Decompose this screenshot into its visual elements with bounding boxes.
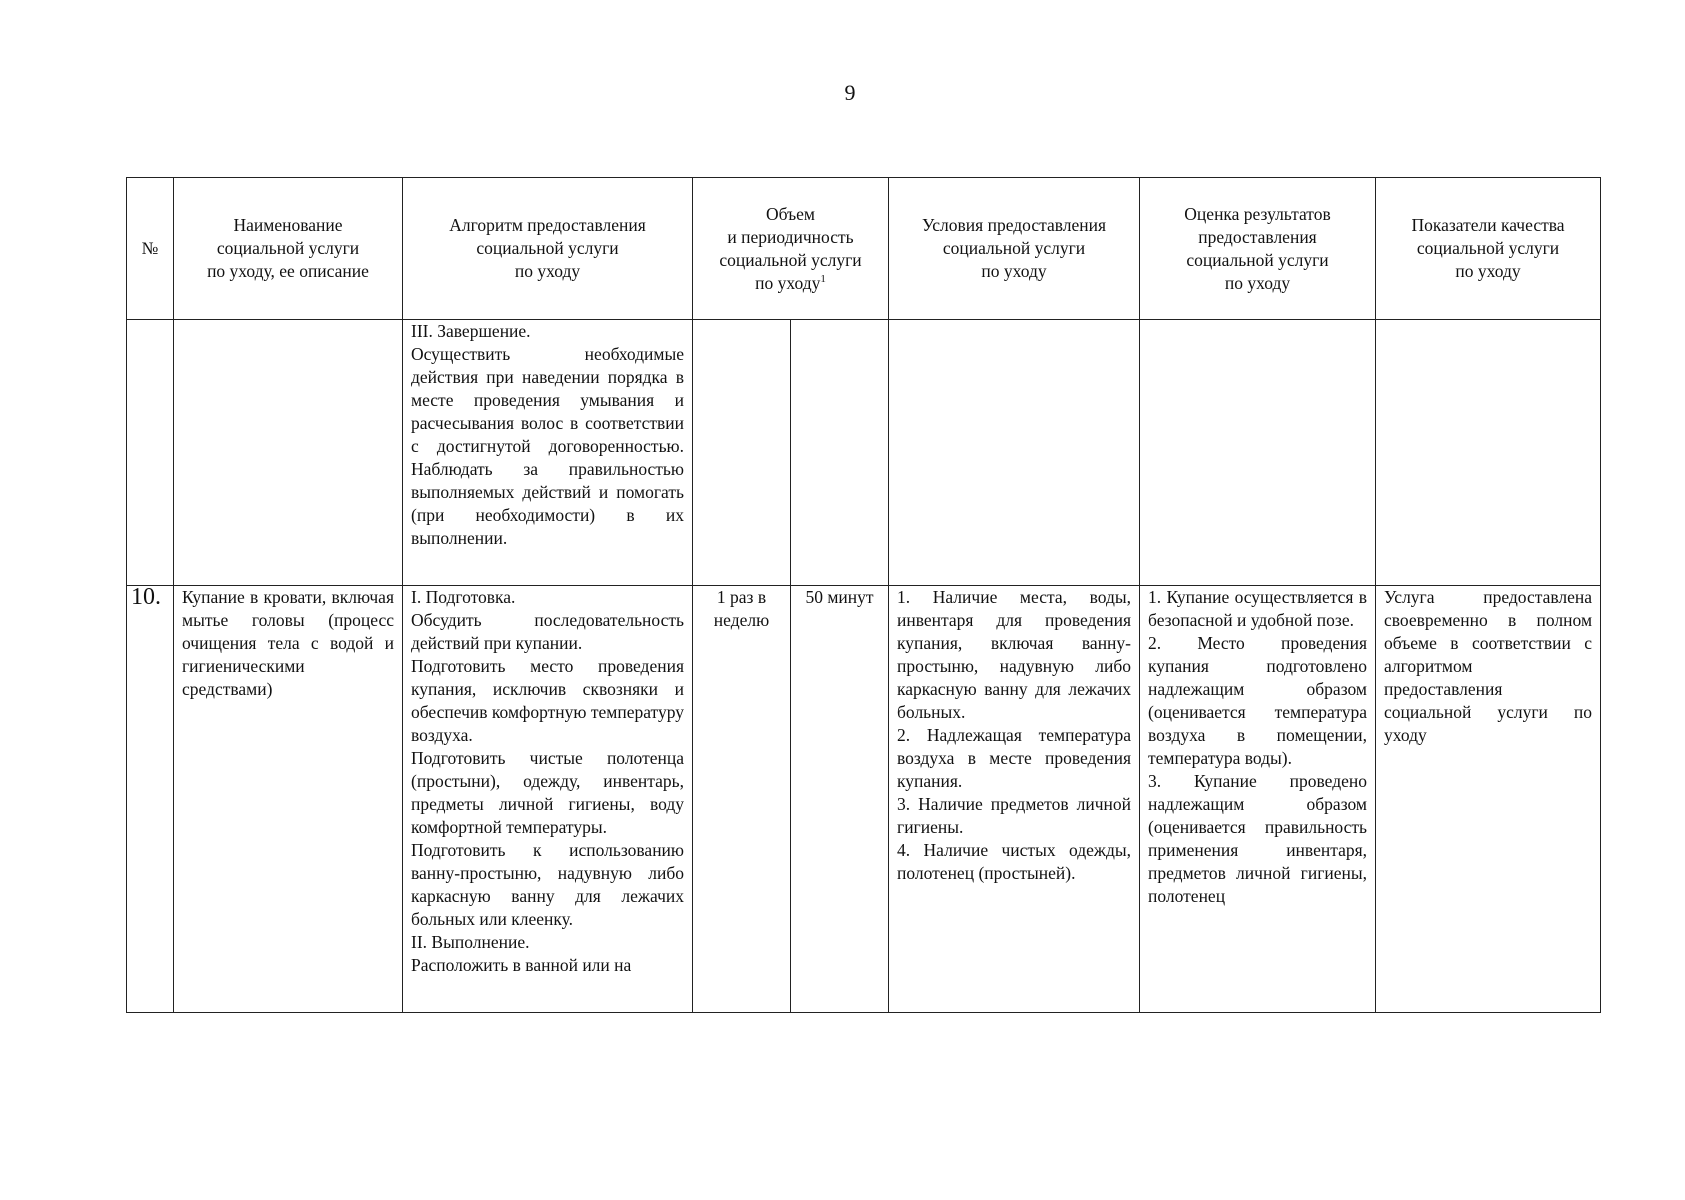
table-row (127, 320, 1601, 586)
cell-conditions: 1. Наличие места, воды, инвентаря для проведения купания, включая ванну-простыню, надувную либо каркасную ванну для лежачих больных. 2. Надлежащая температура воздуха в месте проведения купания. 3. Наличие предметов личной гигиены. 4. Наличие чистых одежды, полотенец (простыней). (889, 586, 1140, 1013)
cell-name: Купание в кровати, включая мытье головы (процесс очищения тела с водой и гигиеническими средствами) (174, 586, 403, 1013)
cell-algorithm: III. Завершение. Осуществить необходимые действия при наведении порядка в месте проведения умывания и расчесывания волос в соответствии с достигнутой договоренностью. Наблюдать за правильностью выполняемых действий и помогать (при необходимости) в их выполнении. (403, 320, 693, 586)
table-row (127, 586, 1601, 1013)
cell-duration: 50 минут (791, 586, 889, 1013)
header-num: № (127, 178, 174, 320)
cell-num (127, 320, 174, 586)
services-table (126, 177, 1601, 1013)
cell-frequency: 1 раз в неделю (693, 586, 791, 1013)
cell-num: 10. (127, 586, 174, 1013)
header-algorithm: Алгоритм предоставления социальной услуги по уходу (403, 178, 693, 320)
cell-evaluation (1140, 320, 1376, 586)
cell-name (174, 320, 403, 586)
cell-quality: Услуга предоставлена своевременно в полном объеме в соответствии с алгоритмом предоставления социальной услуги по уходу (1376, 586, 1601, 1013)
page-number: 9 (844, 80, 856, 105)
header-row (127, 178, 1601, 320)
cell-conditions (889, 320, 1140, 586)
cell-duration (791, 320, 889, 586)
header-conditions: Условия предоставления социальной услуги по уходу (889, 178, 1140, 320)
header-volume: Объем и периодичность социальной услуги по уходу$^1$ (693, 178, 889, 320)
cell-algorithm: I. Подготовка. Обсудить последовательность действий при купании. Подготовить место проведения купания, исключив сквозняки и обеспечив комфортную температуру воздуха. Подготовить чистые полотенца (простыни), одежду, инвентарь, предметы личной гигиены, воду комфортной температуры. Подготовить к использованию ванну-простыню, надувную либо каркасную ванну для лежачих больных или клеенку. II. Выполнение. Расположить в ванной или на (403, 586, 693, 1013)
cell-frequency (693, 320, 791, 586)
header-quality: Показатели качества социальной услуги по уходу (1376, 178, 1601, 320)
cell-quality (1376, 320, 1601, 586)
header-name: Наименование социальной услуги по уходу, ее описание (174, 178, 403, 320)
header-evaluation: Оценка результатов предоставления социальной услуги по уходу (1140, 178, 1376, 320)
cell-evaluation: 1. Купание осуществляется в безопасной и удобной позе. 2. Место проведения купания подготовлено надлежащим образом (оценивается температура воздуха в помещении, температура воды). 3. Купание проведено надлежащим образом (оценивается правильность применения инвентаря, предметов личной гигиены, полотенец (1140, 586, 1376, 1013)
